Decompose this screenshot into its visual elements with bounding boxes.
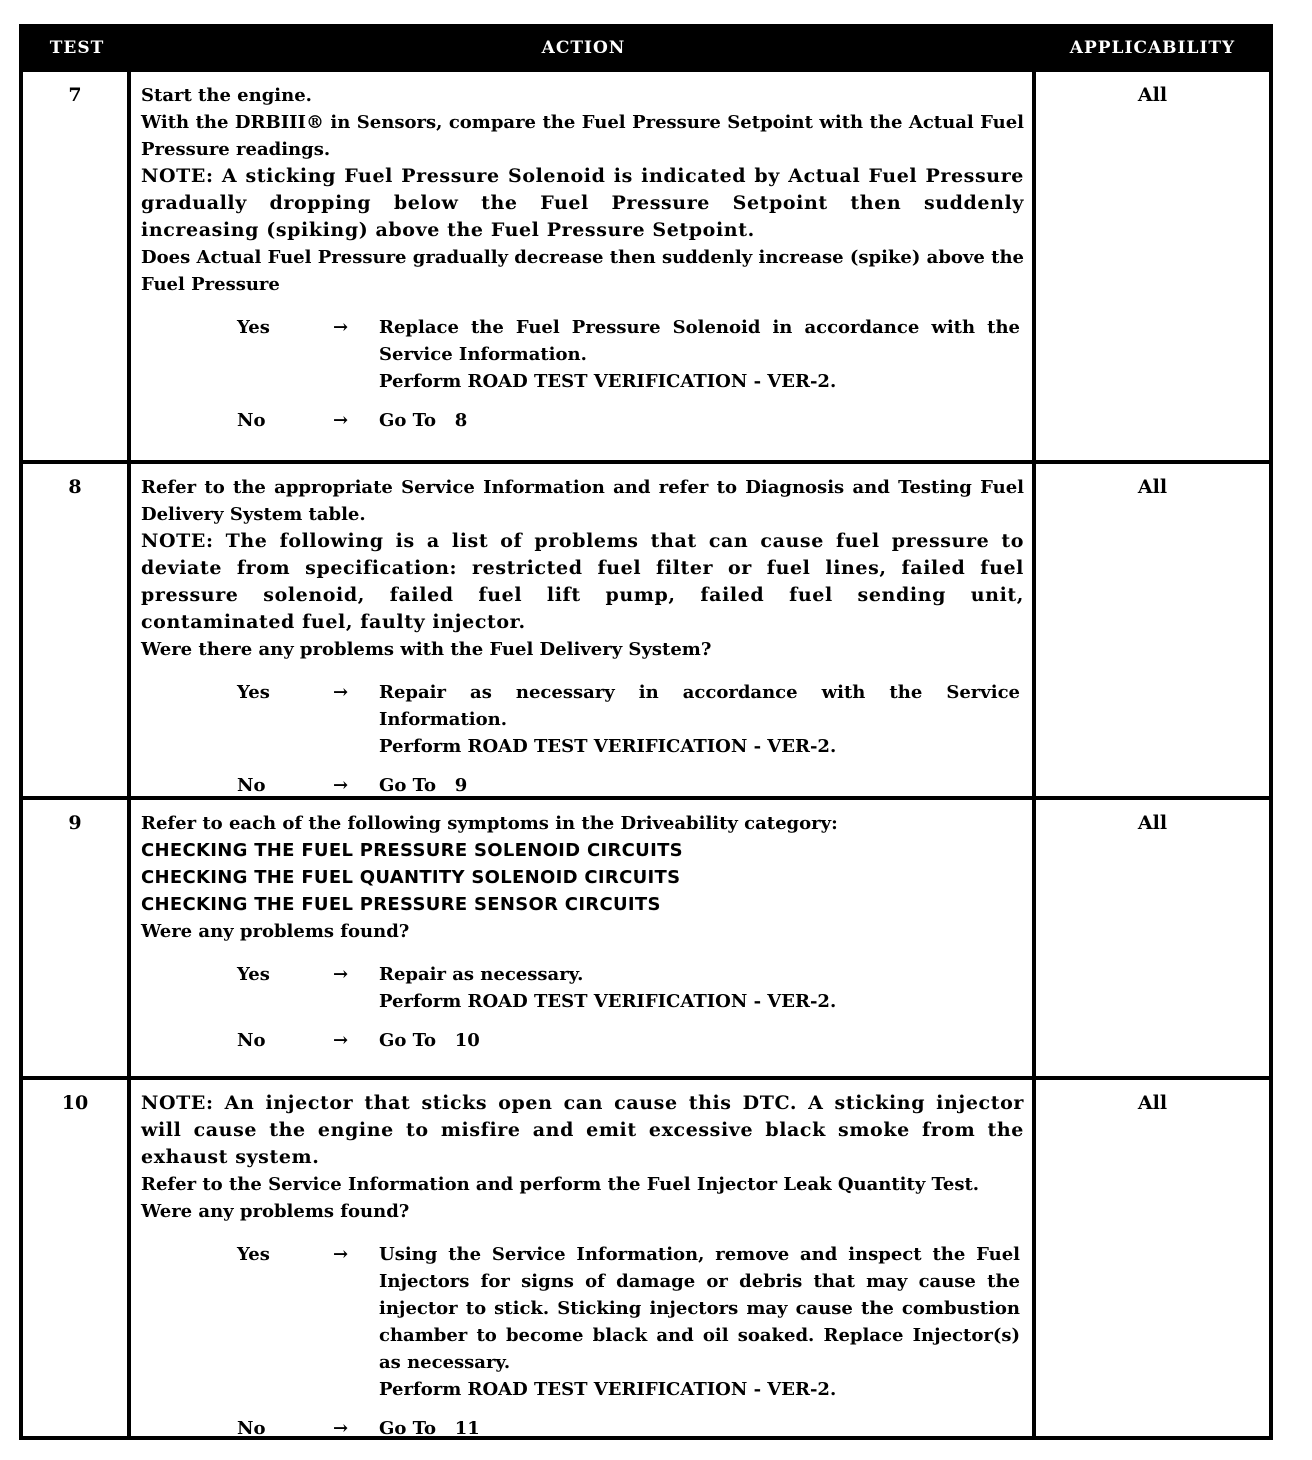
question-paragraph: Were any problems found? xyxy=(141,921,410,942)
diagnostic-table xyxy=(19,24,1273,1440)
table-row xyxy=(23,1076,1269,1439)
applicability-value: All xyxy=(1137,812,1168,834)
applicability-value: All xyxy=(1137,84,1168,106)
action-paragraph: Refer to the appropriate Service Information and refer to Diagnosis and Testing Fuel Delivery System table. xyxy=(141,477,1024,525)
yes-line: Using the Service Information, remove and inspect the Fuel Injectors for signs of damage or debris that may cause the injector to stick. Sticking injectors may cause the combustion chamber to become black and oil soaked. Replace Injector(s) as necessary. xyxy=(379,1244,1020,1373)
no-text: Go To 10 xyxy=(379,1030,480,1051)
action-text xyxy=(131,72,1036,460)
yes-answer xyxy=(141,961,1024,1015)
no-label: No xyxy=(237,1030,266,1051)
arrow-icon: → xyxy=(333,1030,349,1051)
yes-line: Perform ROAD TEST VERIFICATION - VER-2. xyxy=(379,991,837,1012)
applicability-value: All xyxy=(1137,1092,1168,1114)
test-number: 7 xyxy=(23,72,131,460)
header-applicability: APPLICABILITY xyxy=(1069,38,1236,58)
table-row xyxy=(23,68,1269,460)
yes-line: Perform ROAD TEST VERIFICATION - VER-2. xyxy=(379,736,837,757)
note-paragraph: NOTE: An injector that sticks open can cause this DTC. A sticking injector will cause the engine to misfire and emit excessive black smoke from the exhaust system. xyxy=(141,1092,1024,1168)
no-label: No xyxy=(237,1418,266,1439)
yes-text xyxy=(379,1241,1024,1403)
yes-label: Yes xyxy=(237,317,270,338)
no-label: No xyxy=(237,410,266,431)
arrow-icon: → xyxy=(333,317,349,338)
action-text xyxy=(131,1080,1036,1439)
symptom-item: CHECKING THE FUEL PRESSURE SOLENOID CIRCUITS xyxy=(141,840,683,861)
action-paragraph: Refer to the Service Information and perform the Fuel Injector Leak Quantity Test. xyxy=(141,1174,980,1195)
symptom-item: CHECKING THE FUEL PRESSURE SENSOR CIRCUITS xyxy=(141,894,661,915)
no-answer xyxy=(141,1027,1024,1054)
no-answer xyxy=(141,407,1024,434)
yes-answer xyxy=(141,679,1024,760)
yes-label: Yes xyxy=(237,964,270,985)
table-header xyxy=(23,28,1269,68)
table-row xyxy=(23,460,1269,796)
test-number: 8 xyxy=(23,464,131,796)
question-paragraph: Does Actual Fuel Pressure gradually decrease then suddenly increase (spike) above the Fuel Pressure xyxy=(141,247,1024,295)
note-paragraph: NOTE: The following is a list of problems that can cause fuel pressure to deviate from specification: restricted fuel filter or fuel lines, failed fuel pressure solenoid, failed fuel lift pump, failed fuel sending unit, contaminated fuel, faulty injector. xyxy=(141,530,1024,633)
yes-text xyxy=(379,314,1024,395)
yes-line: Perform ROAD TEST VERIFICATION - VER-2. xyxy=(379,371,837,392)
action-paragraph: With the DRBIII® in Sensors, compare the Fuel Pressure Setpoint with the Actual Fuel Pressure readings. xyxy=(141,112,1024,160)
no-answer xyxy=(141,772,1024,799)
table-row xyxy=(23,796,1269,1076)
yes-line: Perform ROAD TEST VERIFICATION - VER-2. xyxy=(379,1379,837,1400)
arrow-icon: → xyxy=(333,775,349,796)
no-text: Go To 9 xyxy=(379,775,468,796)
header-test: TEST xyxy=(49,38,105,58)
yes-answer xyxy=(141,314,1024,395)
yes-answer xyxy=(141,1241,1024,1403)
question-paragraph: Were there any problems with the Fuel Delivery System? xyxy=(141,639,712,660)
action-paragraph: Refer to each of the following symptoms in the Driveability category: xyxy=(141,813,838,834)
no-label: No xyxy=(237,775,266,796)
no-text: Go To 11 xyxy=(379,1418,480,1439)
header-action: ACTION xyxy=(541,38,626,58)
yes-line: Repair as necessary in accordance with the Service Information. xyxy=(379,682,1020,730)
arrow-icon: → xyxy=(333,1244,349,1265)
yes-label: Yes xyxy=(237,1244,270,1265)
yes-text xyxy=(379,679,1024,760)
test-number: 10 xyxy=(23,1080,131,1436)
arrow-icon: → xyxy=(333,1418,349,1439)
yes-text xyxy=(379,961,1024,1015)
question-paragraph: Were any problems found? xyxy=(141,1201,410,1222)
action-paragraph: Start the engine. xyxy=(141,85,312,106)
arrow-icon: → xyxy=(333,682,349,703)
action-text xyxy=(131,800,1036,1076)
applicability-value: All xyxy=(1137,476,1168,498)
symptom-item: CHECKING THE FUEL QUANTITY SOLENOID CIRCUITS xyxy=(141,867,681,888)
arrow-icon: → xyxy=(333,964,349,985)
yes-line: Repair as necessary. xyxy=(379,964,584,985)
note-paragraph: NOTE: A sticking Fuel Pressure Solenoid is indicated by Actual Fuel Pressure gradually dropping below the Fuel Pressure Setpoint then suddenly increasing (spiking) above the Fuel Pressure Setpoint. xyxy=(141,165,1024,241)
no-text: Go To 8 xyxy=(379,410,468,431)
arrow-icon: → xyxy=(333,410,349,431)
action-text xyxy=(131,464,1036,796)
no-answer xyxy=(141,1415,1024,1442)
yes-label: Yes xyxy=(237,682,270,703)
test-number: 9 xyxy=(23,800,131,1076)
yes-line: Replace the Fuel Pressure Solenoid in accordance with the Service Information. xyxy=(379,317,1020,365)
